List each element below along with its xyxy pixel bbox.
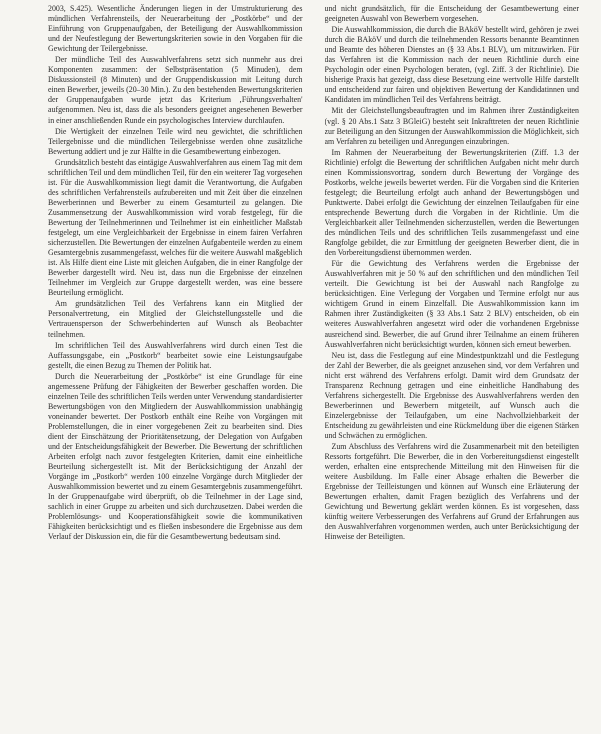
paragraph: Die Wertigkeit der einzelnen Teile wird neu gewichtet, die schriftlichen Teilergebnisse und die mündlichen Teilergebnisse werden ohne zusätzliche Bewertung addiert und je zur Hälfte in die Gesamtbewertung einbezogen. [48,126,303,156]
left-text-column [48,4,303,734]
paragraph: Im schriftlichen Teil des Auswahlverfahrens wird durch einen Test die Auffassungsgabe, ein „Postkorb“ bearbeitet sowie eine Leistungsaufgabe gestellt, die einen Bezug zu Themen der Politik hat. [48,340,303,370]
paragraph: Im Rahmen der Neuerarbeitung der Bewertungskriterien (Ziff. 1.3 der Richtlinie) erfolgt die Bewertung der schriftlichen Aufgaben nicht mehr durch einen Kommissionsvortrag, sondern durch Bewertung der Vorgänge des Postkorbs, welche jeweils bewertet werden. Für die Vorgaben sind die Kriterien festgelegt; die Beurteilung erfolgt auch anhand der Bewertungsbögen und Punktwerte. Dabei erfolgt die Gewichtung der einzelnen Teilaufgaben für eine entsprechende Bewertung durch die Vorgaben in der Richtlinie. Um die Vergleichbarkeit aller Teilnehmenden sicherzustellen, werden die Bewertungen des mündlichen Teils und des schriftlichen Teils zusammengefasst und eine Rangfolge gebildet, die zur Ermittlung der geeigneten Bewerber dient, die in den Vorbereitungsdienst übernommen werden. [324,147,579,258]
paragraph: und nicht grundsätzlich, für die Entscheidung der Gesamtbewertung einer geeigneten Auswahl von Bewerbern vorgesehen. [324,4,579,24]
paragraph: Für die Gewichtung des Verfahrens werden die Ergebnisse der Auswahlverfahren mit je 50 % auf den schriftlichen und den mündlichen Teil verteilt. Die Gewichtung ist bei der Auswahl nach Rangfolge zu berücksichtigen. Eine Verlegung der Vorgaben und Termine erfolgt nur aus wichtigem Grund in einem Einzelfall. Die Auswahlkommission kann im Rahmen ihrer Zuständigkeiten (§ 33 Abs.1 Satz 2 BLV) entscheiden, ob ein weiteres Auswahlverfahren angesetzt wird oder die vorhandenen Ergebnisse ausreichend sind. Bewerber, die auf Grund ihrer Teilnahme an einem früheren Auswahlverfahren nicht berücksichtigt wurden, können sich erneut bewerben. [324,259,579,349]
paragraph: Am grundsätzlichen Teil des Verfahrens kann ein Mitglied der Personalvertretung, ein Mitglied der Gleichstellungsstelle und die Vertrauensperson der Schwerbehinderten auf Wunsch als Beobachter teilnehmen. [48,299,303,339]
paragraph: Neu ist, dass die Festlegung auf eine Mindestpunktzahl und die Festlegung der Zahl der Bewerber, die als geeignet anzusehen sind, vor dem Verfahren und nicht erst während des Verfahrens erfolgt. Damit wird dem Grundsatz der Transparenz Rechnung getragen und eine einheitliche Handhabung des Verfahrens sichergestellt. Die Ergebnisse des Auswahlverfahrens werden den Bewerberinnen und Bewerbern mitgeteilt, auf Wunsch auch die Einzelergebnisse der Teilaufgaben, um eine Nachvollziehbarkeit der Entscheidung zu gewährleisten und eine Rückmeldung über die eigenen Stärken und Schwächen zu ermöglichen. [324,350,579,440]
paragraph: Die Auswahlkommission, die durch die BAköV bestellt wird, gehören je zwei durch die BAköV und durch die teilnehmenden Ressorts benannte Beamtinnen und Beamte des höheren Dienstes an (§ 33 Abs.1 BLV), um mitzuwirken. Für das Verfahren ist die Kommission nach der neuen Richtlinie durch eine Psychologin oder einen Psychologen beraten, (vgl. Ziff. 3 der Richtlinie). Die bisherige Praxis hat gezeigt, dass diese Besetzung eine wertvolle Hilfe darstellt und entscheidend zur fairen und objektiven Bewertung der Kandidatinnen und Kandidaten im mündlichen Teil des Verfahrens beiträgt. [324,25,579,105]
paragraph: Zum Abschluss des Verfahrens wird die Zusammenarbeit mit den beteiligten Ressorts fortgeführt. Die Bewerber, die in den Vorbereitungsdienst eingestellt werden, erhalten eine entsprechende Mitteilung mit den Hinweisen für die weitere Ausbildung. Im Falle einer Absage erhalten die Bewerber die Ergebnisse der Teilleistungen und können auf Wunsch eine Erläuterung der Bewertungen erhalten, damit Fragen bezüglich des Verfahrens und der Gewichtung und Bewertung geklärt werden können. Es ist vorgesehen, dass künftig weitere Verbesserungen des Verfahrens auf Grund der Erfahrungen aus den Auswahlverfahren vorgenommen werden, auch unter Berücksichtigung der Hinweise der Beteiligten. [324,442,579,542]
paragraph: Mit der Gleichstellungsbeauftragten und im Rahmen ihrer Zuständigkeiten (vgl. § 20 Abs.1 Satz 3 BGleiG) besteht seit Inkrafttreten der neuen Richtlinie zur Beteiligung an den Sitzungen der Auswahlkommission die Möglichkeit, sich am Verfahren zu beteiligen und Anregungen einzubringen. [324,106,579,146]
paragraph: Grundsätzlich besteht das eintägige Auswahlverfahren aus einem Tag mit dem schriftlichen Teil und dem mündlichen Teil, für den ein weiterer Tag vorgesehen ist. Für die Auswahlkommission liegt damit die Verantwortung, die Aufgaben des schriftlichen Verfahrensteils aufzubereiten und mit Zeit über die einzelnen Bewerberinnen und Bewerber zu einem Gesamturteil zu gelangen. Die Zusammensetzung der Auswahlkommission wird vorab festgelegt, für die Bewertung der Teilnehmerinnen und Teilnehmer ist ein einheitlicher Maßstab festgelegt, um eine Vergleichbarkeit der Ergebnisse in einem fairen Verfahren sicherzustellen. Die Bewertungen der einzelnen Aufgabenteile werden zu einem Gesamtergebnis zusammengefasst, welches für die weitere Auswahl maßgeblich ist. Als Hilfe dient eine Liste mit gleichen Aufgaben, die in einer Rangfolge der Bewerber dargestellt wird. Neu ist, dass nun die Ergebnisse der einzelnen Teilnehmer im Vergleich zur Gruppe dargestellt werden, was eine bessere Beurteilung ermöglicht. [48,157,303,298]
right-text-column [325,4,580,734]
paragraph: 2003, S.425). Wesentliche Änderungen liegen in der Umstrukturierung des mündlichen Verfahrensteils, der Neuerarbeitung der „Postkörbe“ und der Einführung von Gruppenaufgaben, der Beteiligung der Auswahlkommission und der Neufestlegung der Bewertungskriterien sowie in den Vorgaben für die Gewichtung der Teilergebnisse. [48,4,303,54]
paragraph: Der mündliche Teil des Auswahlverfahrens setzt sich nunmehr aus drei Komponenten zusammen: der Selbstpräsentation (5 Minuden), dem Diskussionsteil (8 Minuten) und der Gruppendiskussion mit Leitung durch einen Bewerber, jeweils (20–30 Min.). Zu den bestehenden Bewertungskriterien der Gruppenaufgaben wurde jetzt das Kriterium ‚Führungsverhalten' aufgenommen. Neu ist, dass die als besonders geeignet angesehenen Bewerber in einer anschließenden Runde ein psychologisches Interview durchlaufen. [48,55,303,125]
paragraph: Durch die Neuerarbeitung der „Postkörbe“ ist eine Grundlage für eine angemessene Prüfung der Fähigkeiten der Bewerber geschaffen worden. Die einzelnen Teile des schriftlichen Teils werden unter Verwendung standardisierter Bewertungsbögen von den Mitgliedern der Auswahlkommission unabhängig voneinander bewertet. Der Postkorb enthält eine Reihe von Vorgängen mit Problemstellungen, die in einer vorgegebenen Zeit zu bearbeiten sind. Dies dient der Einschätzung der Prioritätensetzung, der Delegation von Aufgaben und der Entscheidungsfähigkeit der Bewerber. Die Bewertung der schriftlichen Arbeiten erfolgt nach zuvor festgelegten Kriterien, damit eine einheitliche Beurteilung sichergestellt ist. Mit der Berücksichtigung der Anzahl der Vorgänge im „Postkorb“ werden 100 einzelne Vorgänge durch Mitglieder der Auswahlkommission bewertet und zu einem Gesamtergebnis zusammengeführt. In der Gruppenaufgabe wird überprüft, ob die Teilnehmer in der Lage sind, sachlich in einer Gruppe zu arbeiten und sich durchzusetzen. Dabei werden die Problemlösungs- und Kooperationsfähigkeit sowie die kommunikativen Fähigkeiten berücksichtigt und es fließen insbesondere die Ergebnisse aus dem Verlauf der Diskussion ein, die für die Gesamtbewertung bedeutsam sind. [48,371,303,542]
